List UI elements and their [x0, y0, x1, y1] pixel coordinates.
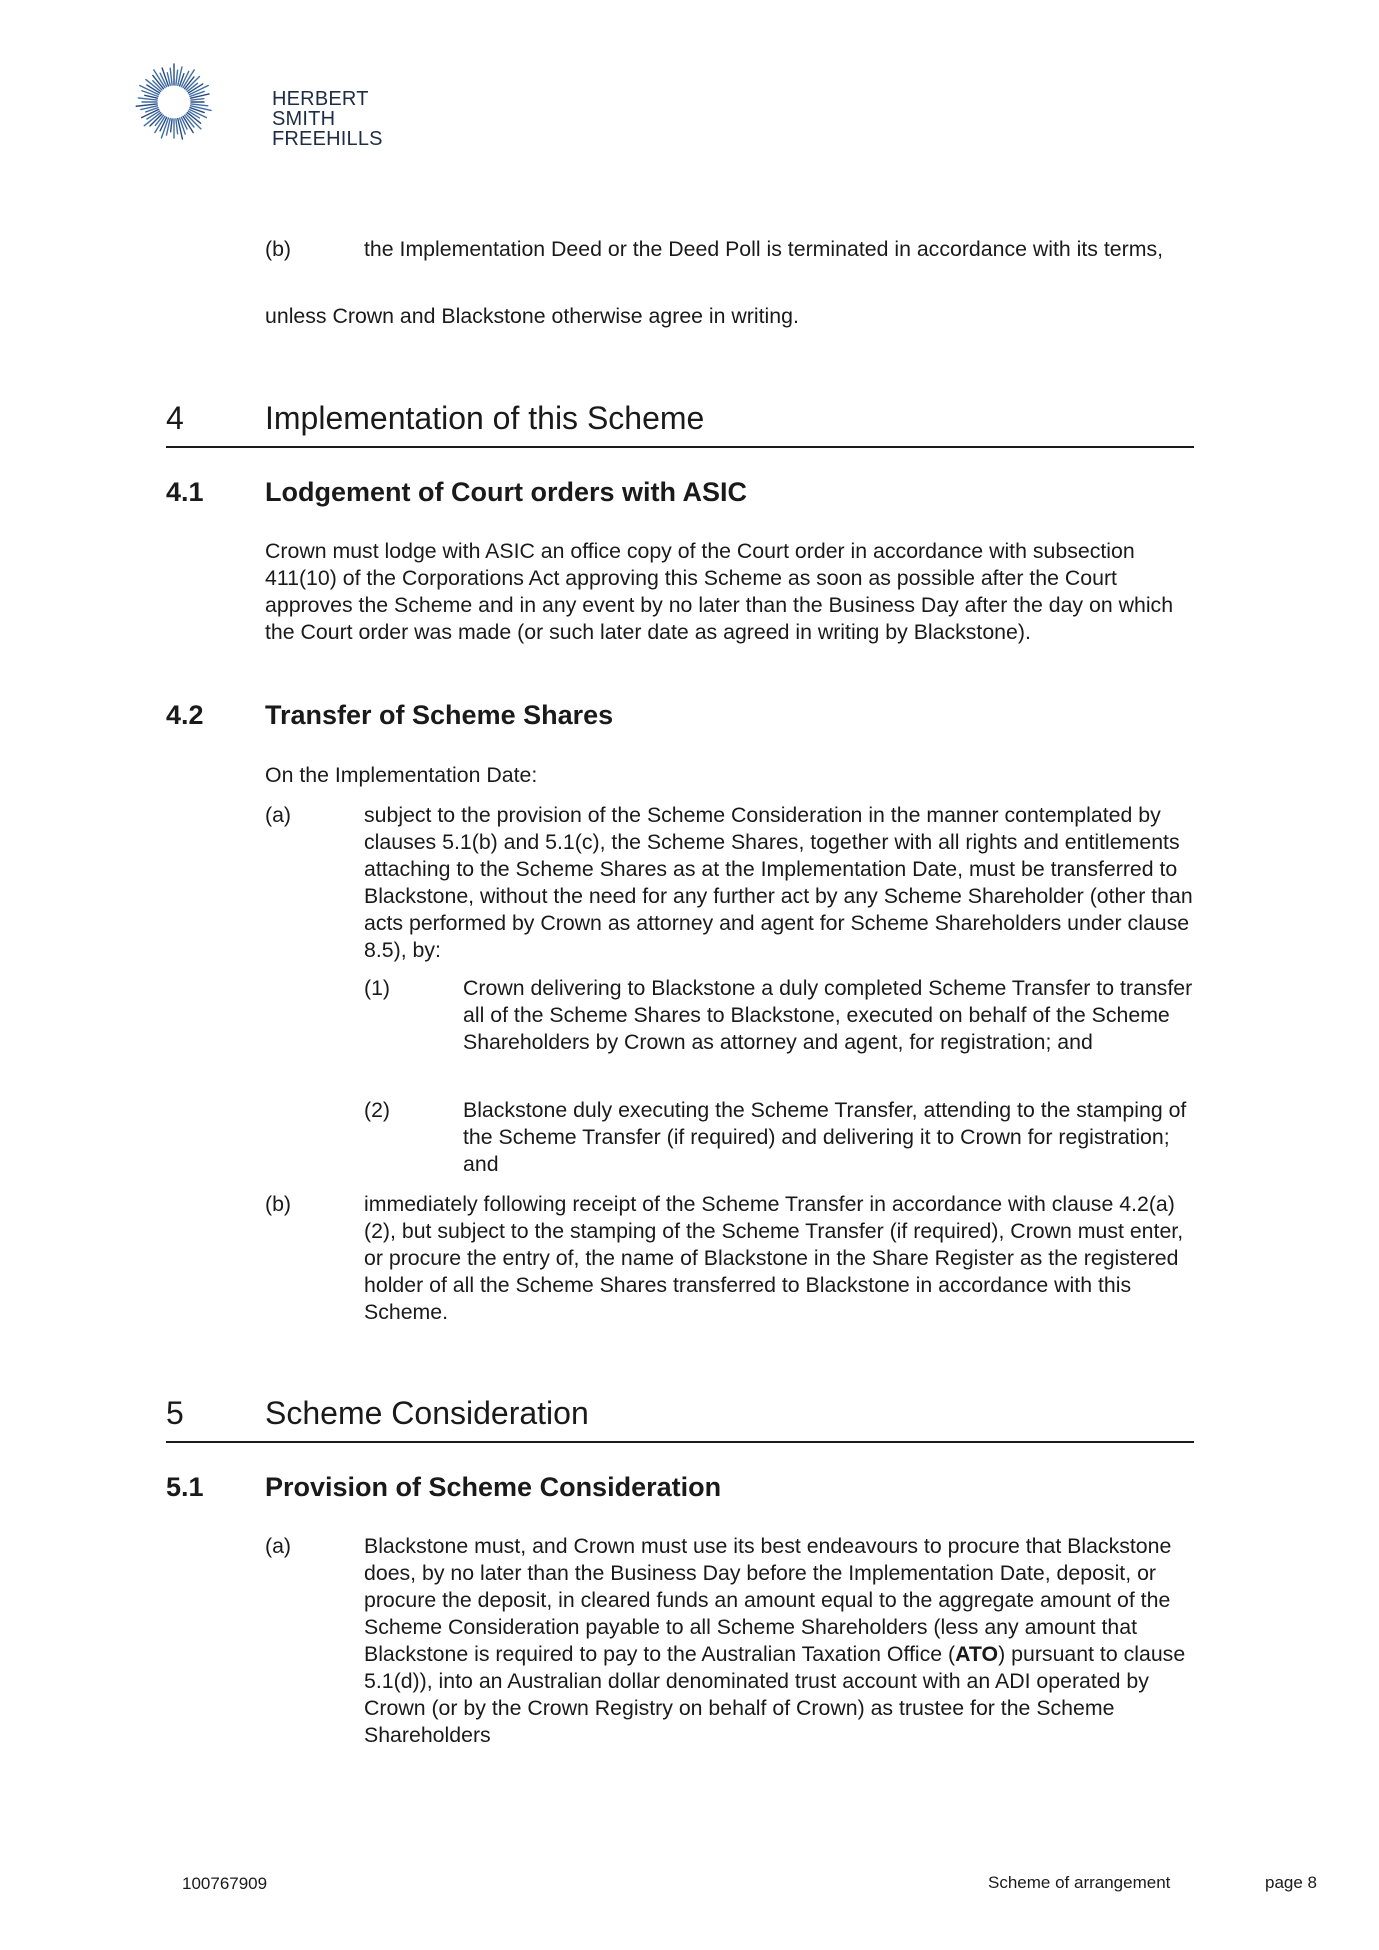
clause-text-part: ) pursuant to clause 5.1(d)), into an Australian dollar denominated trust account with an ADI operated by Crown (or by the Crown Registry on behalf of Crown) as trustee for the Scheme Shareholders	[364, 1642, 1186, 1747]
logo-line-3: FREEHILLS	[272, 128, 383, 150]
subclause-label: (1)	[364, 976, 391, 1000]
body-paragraph: Crown must lodge with ASIC an office copy of the Court order in accordance with subsection 411(10) of the Corporations Act approving this Scheme as soon as possible after the Court approves the Scheme and in any event by no later than the Business Day after the day on which the Court order was made (or such later date as agreed in writing by Blackstone).	[265, 539, 1174, 644]
subclause-text: Crown delivering to Blackstone a duly completed Scheme Transfer to transfer all of the Scheme Shares to Blackstone, executed on behalf of the Scheme Shareholders by Crown as attorney and agent, for registration; and	[463, 976, 1193, 1054]
clause-text: the Implementation Deed or the Deed Poll is terminated in accordance with its terms,	[364, 237, 1164, 261]
clause-text-part: Blackstone must, and Crown must use its best endeavours to procure that Blackstone does, by no later than the Business Day before the Implementation Date, deposit, or procure the deposit, in cleared funds an amount equal to the aggregate amount of the Scheme Consideration payable to all Scheme Shareholders (less any amount that Blackstone is required to pay to the Australian Taxation Office (	[364, 1534, 1172, 1666]
subsection-number: 4.2	[166, 700, 204, 730]
clause-text: subject to the provision of the Scheme Consideration in the manner contemplated by clauses 5.1(b) and 5.1(c), the Scheme Shares, together with all rights and entitlements attaching to the Scheme Shares as at the Implementation Date, must be transferred to Blackstone, without the need for any further act by any Scheme Shareholder (other than acts performed by Crown as attorney and agent for Scheme Shareholders under clause 8.5), by:	[364, 803, 1193, 962]
section-rule	[166, 446, 1194, 448]
subclause-text: Blackstone duly executing the Scheme Transfer, attending to the stamping of the Scheme Transfer (if required) and delivering it to Crown for registration; and	[463, 1098, 1187, 1176]
clause-text: immediately following receipt of the Scheme Transfer in accordance with clause 4.2(a)(2), but subject to the stamping of the Scheme Transfer (if required), Crown must enter, or procure the entry of, the name of Blackstone in the Share Register as the registered holder of all the Scheme Shares transferred to Blackstone in accordance with this Scheme.	[364, 1192, 1184, 1324]
clause-label: (a)	[265, 1534, 292, 1558]
logo-wordmark	[272, 89, 383, 149]
logo-sunburst-icon	[134, 62, 214, 142]
clause-label: (b)	[265, 237, 292, 261]
clause-label: (a)	[265, 803, 292, 827]
section-number: 5	[166, 1395, 184, 1431]
intro-paragraph: On the Implementation Date:	[265, 763, 538, 787]
subsection-number: 4.1	[166, 477, 204, 507]
subsection-title: Transfer of Scheme Shares	[265, 700, 614, 730]
section-rule	[166, 1441, 1194, 1443]
document-id: 100767909	[182, 1874, 268, 1893]
section-number: 4	[166, 400, 184, 436]
clause-label: (b)	[265, 1192, 292, 1216]
subsection-title: Lodgement of Court orders with ASIC	[265, 477, 747, 507]
section-title: Scheme Consideration	[265, 1395, 589, 1431]
defined-term: ATO	[955, 1642, 999, 1666]
section-title: Implementation of this Scheme	[265, 400, 705, 436]
clause-text	[364, 1533, 1194, 1749]
subsection-title: Provision of Scheme Consideration	[265, 1472, 722, 1502]
subclause-label: (2)	[364, 1098, 391, 1122]
subsection-number: 5.1	[166, 1472, 204, 1502]
closing-paragraph: unless Crown and Blackstone otherwise agree in writing.	[265, 304, 799, 328]
logo-line-2: SMITH	[272, 108, 336, 130]
document-title: Scheme of arrangement	[988, 1873, 1171, 1892]
page-number: page 8	[1265, 1873, 1317, 1892]
logo-line-1: HERBERT	[272, 88, 369, 110]
